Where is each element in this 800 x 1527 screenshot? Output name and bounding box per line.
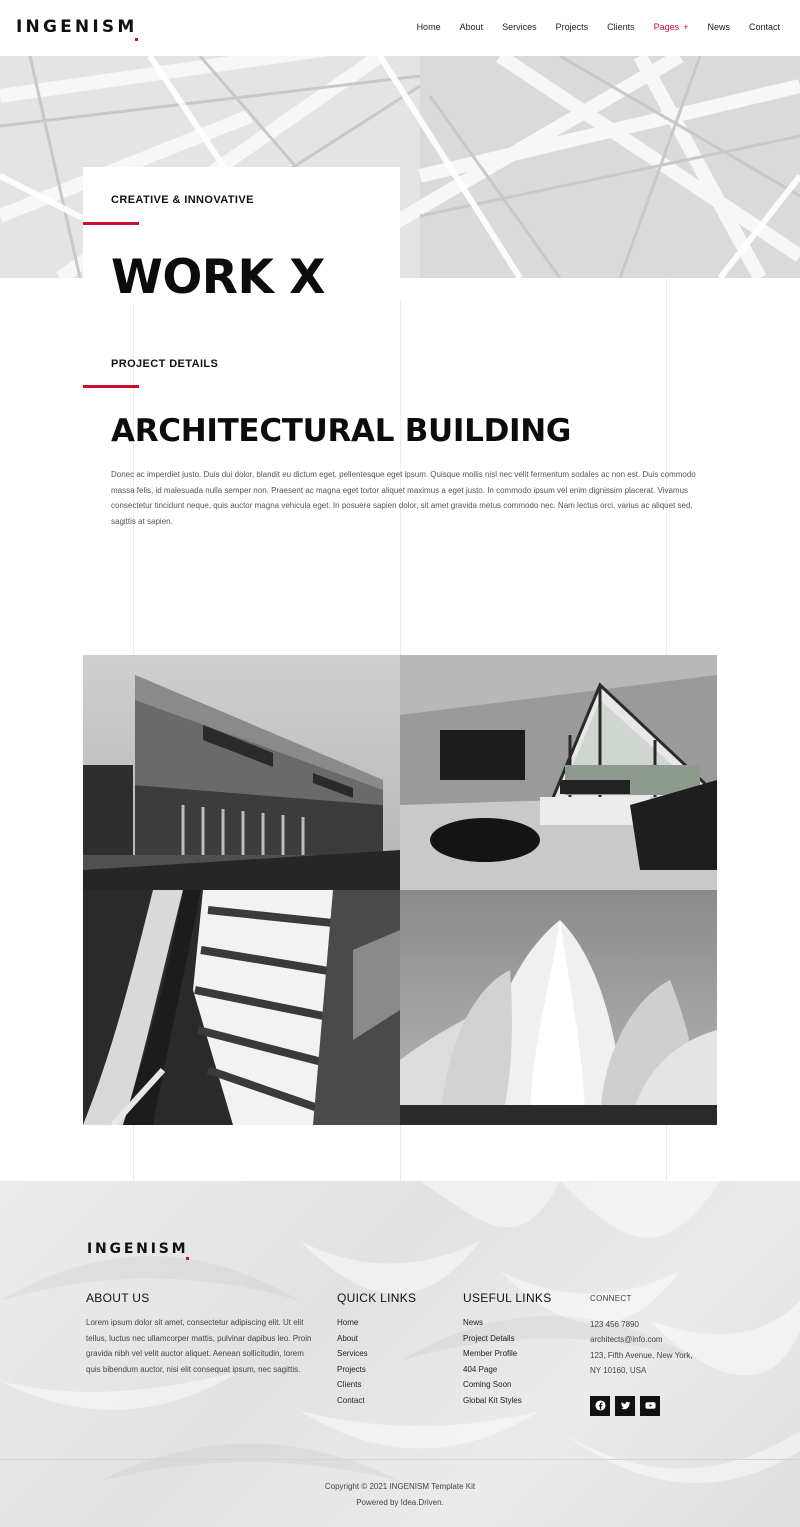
nav-pages-label: Pages (653, 22, 680, 32)
facebook-icon[interactable] (590, 1396, 610, 1416)
gallery-image-living-room[interactable] (400, 655, 717, 890)
youtube-icon[interactable] (640, 1396, 660, 1416)
useful-link-member-profile[interactable]: Member Profile (463, 1349, 518, 1359)
contact-email[interactable]: architects@info.com (590, 1335, 663, 1345)
footer-divider (0, 1459, 800, 1460)
quick-link-about[interactable]: About (337, 1333, 358, 1343)
quick-links-list (337, 1315, 416, 1409)
gallery-image-brick-building[interactable] (83, 655, 400, 890)
quick-link-projects[interactable]: Projects (337, 1364, 366, 1374)
lotus-temple-photo (400, 890, 717, 1125)
useful-link-404-page[interactable]: 404 Page (463, 1364, 498, 1374)
footer-connect-heading: CONNECT (590, 1294, 632, 1303)
footer-logo-accent-dot (186, 1257, 189, 1260)
footer-quick-links-heading: QUICK LINKS (337, 1291, 417, 1305)
logo-accent-dot (135, 38, 138, 41)
footer-useful-links-heading: USEFUL LINKS (463, 1291, 552, 1305)
twitter-icon[interactable] (615, 1396, 635, 1416)
nav-pages-expand-icon: + (683, 22, 689, 32)
footer-connect (590, 1291, 693, 1416)
project-title: ARCHITECTURAL BUILDING (111, 413, 572, 449)
contact-address-line-1: 123, Fifth Avenue, New York, (590, 1350, 693, 1360)
quick-link-clients[interactable]: Clients (337, 1380, 362, 1390)
nav-about[interactable]: About (459, 22, 484, 32)
footer-logo[interactable] (87, 1241, 188, 1257)
atrium-photo (83, 890, 400, 1125)
footer-about-heading: ABOUT US (86, 1291, 150, 1305)
nav-projects[interactable]: Projects (555, 22, 589, 32)
contact-address-line-2: NY 10160, USA (590, 1366, 647, 1376)
site-footer (0, 1181, 800, 1527)
gallery-image-atrium[interactable] (83, 890, 400, 1125)
contact-phone[interactable]: 123 456 7890 (590, 1319, 639, 1329)
footer-useful-links (463, 1291, 552, 1409)
brick-building-photo (83, 655, 400, 890)
footer-about-text: Lorem ipsum dolor sit amet, consectetur adipiscing elit. Ut elit tellus, luctus nec ullamcorper mattis, pulvinar dapibus leo. Proin gravida nibh vel velit auctor aliquet. Aenean sollicitudin, lorem quis bibendum auctor, nisi elit consequat ipsum, nec sagittis. (86, 1318, 312, 1374)
copyright-text: Copyright © 2021 INGENISM Template Kit (324, 1482, 476, 1491)
footer-quick-links (337, 1291, 416, 1409)
quick-link-contact[interactable]: Contact (337, 1395, 365, 1405)
project-gallery (83, 655, 717, 1125)
main-nav (417, 22, 780, 32)
living-room-photo (400, 655, 717, 890)
nav-clients[interactable]: Clients (607, 22, 635, 32)
footer-logo-text: INGENISM (87, 1241, 189, 1257)
nav-home[interactable]: Home (416, 22, 441, 32)
nav-news[interactable]: News (707, 22, 730, 32)
quick-link-services[interactable]: Services (337, 1349, 368, 1359)
hero-accent-bar (83, 222, 139, 225)
logo-text: INGENISM (16, 17, 138, 37)
social-links (590, 1396, 693, 1416)
quick-link-home[interactable]: Home (337, 1318, 359, 1327)
site-header (0, 0, 800, 56)
footer-about (86, 1291, 316, 1377)
details-accent-bar (83, 385, 139, 388)
gallery-image-lotus-temple[interactable] (400, 890, 717, 1125)
useful-links-list (463, 1315, 552, 1409)
useful-link-news[interactable]: News (463, 1318, 484, 1327)
details-eyebrow: PROJECT DETAILS (111, 358, 219, 370)
site-logo[interactable] (16, 17, 137, 37)
nav-contact[interactable]: Contact (748, 22, 780, 32)
page-title: WORK X (111, 250, 326, 305)
useful-link-project-details[interactable]: Project Details (463, 1333, 515, 1343)
project-description: Donec ac imperdiet justo. Duis dui dolor, blandit eu dictum eget, pellentesque eget ipsum. Quisque mollis nisl nec velit fermentum sodales ac non est. Duis commodo massa felis, id malesuada nulla semper non. Praesent ac magna eget tortor aliquet maximus a eget justo. In commodo ipsum vel enim dignissim placerat. Vivamus consectetur tincidunt neque, quis auctor magna vehicula eget. In posuere sapien dolor, sit amet gravida metus commodo nec. Nam lectus orci, varius ac aliquet sed, sagittis at sapien. (111, 470, 696, 526)
hero-eyebrow: CREATIVE & INNOVATIVE (111, 194, 254, 206)
nav-pages[interactable] (654, 22, 689, 32)
nav-services[interactable]: Services (502, 22, 537, 32)
useful-link-global-kit-styles[interactable]: Global Kit Styles (463, 1395, 522, 1405)
powered-by-text: Powered by Idea.Driven. (356, 1498, 444, 1507)
useful-link-coming-soon[interactable]: Coming Soon (463, 1380, 512, 1390)
